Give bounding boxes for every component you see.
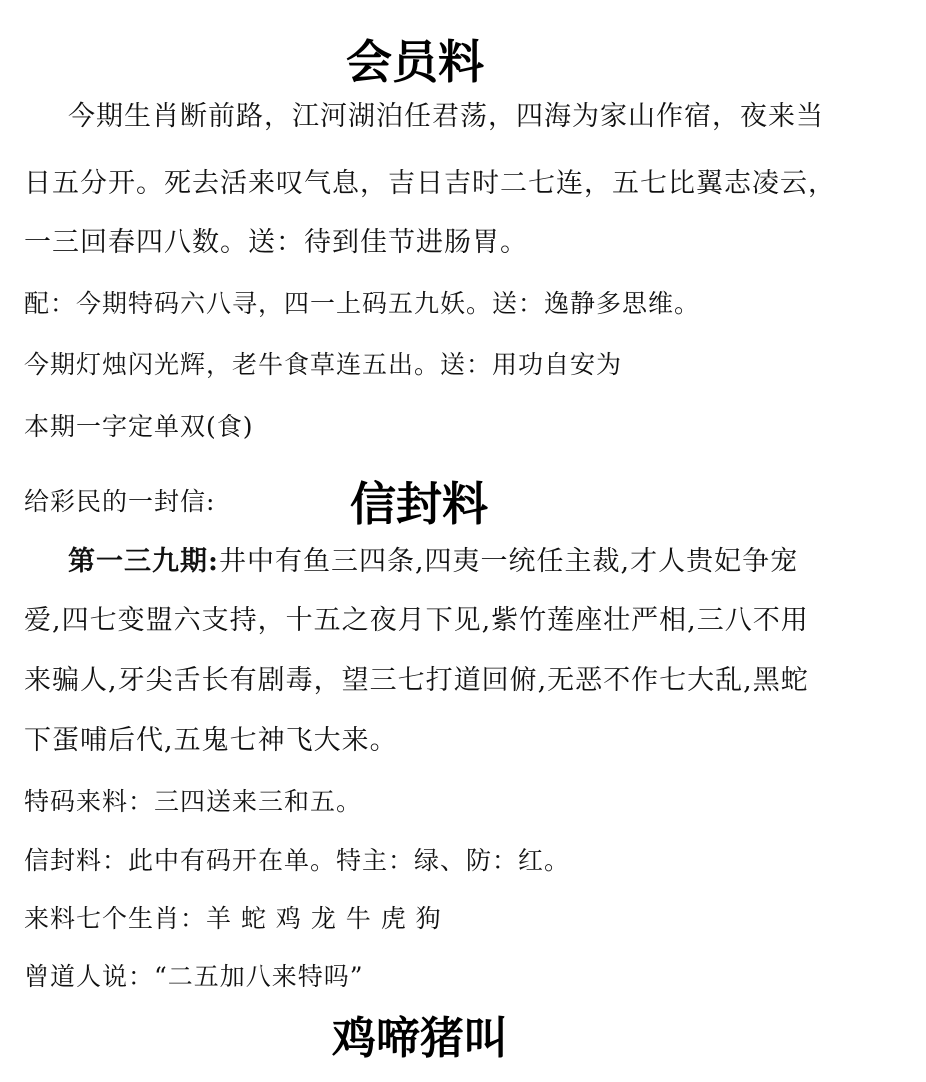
- quote-line: 曾道人说：“二五加八来特吗”: [24, 962, 364, 991]
- lamp-line: 今期灯烛闪光辉，老牛食草连五出。送：用功自安为: [24, 350, 623, 379]
- title-member-material: 会员料: [346, 35, 484, 89]
- issue-number: 第一三九期:: [68, 546, 219, 577]
- special-code-line: 特码来料：三四送来三和五。: [24, 787, 363, 816]
- title-rooster-pig: 鸡啼猪叫: [332, 1013, 508, 1064]
- poem-line: 爱,四七变盟六支持，十五之夜月下见,紫竹莲座壮严相,三八不用: [24, 605, 809, 636]
- letter-label: 给彩民的一封信:: [24, 487, 216, 516]
- envelope-line: 信封料：此中有码开在单。特主：绿、防：红。: [24, 846, 571, 875]
- poem-line: 一三回春四八数。送：待到佳节进肠胃。: [24, 227, 528, 258]
- issue-text: 井中有鱼三四条,四夷一统任主裁,才人贵妃争宠: [218, 546, 799, 577]
- poem-line: 今期生肖断前路，江河湖泊任君荡，四海为家山作宿，夜来当: [68, 101, 824, 132]
- odd-even-line: 本期一字定单双(食): [24, 412, 254, 441]
- zodiac-line: 来料七个生肖：羊 蛇 鸡 龙 牛 虎 狗: [24, 904, 442, 933]
- poem-line: 下蛋哺后代,五鬼七神飞大来。: [24, 725, 398, 756]
- poem-line: 日五分开。死去活来叹气息，吉日吉时二七连，五七比翼志凌云，: [24, 168, 836, 199]
- title-envelope-material: 信封料: [350, 477, 488, 531]
- issue-line: [68, 545, 798, 579]
- pairing-line: 配：今期特码六八寻，四一上码五九妖。送：逸静多思维。: [24, 289, 701, 318]
- poem-line: 来骗人,牙尖舌长有剧毒，望三七打道回俯,无恶不作七大乱,黑蛇: [24, 665, 809, 696]
